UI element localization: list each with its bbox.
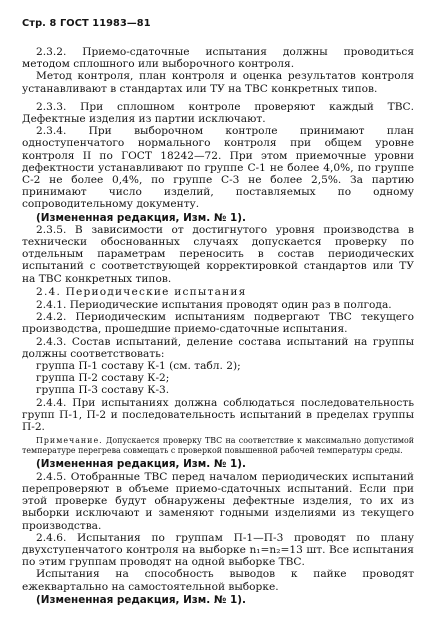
paragraph-2-4-4: 2.4.4. При испытаниях должна соблюдаться последовательность групп П-1, П-2 и последовательность испытаний в пределах группы П-2. bbox=[22, 396, 414, 434]
group-p2: группа П-2 составу К-2; bbox=[36, 372, 170, 385]
note bbox=[22, 436, 414, 455]
paragraph-2-4-6-soldering: Испытания на способность выводов к пайке проводят ежеквартально на самостоятельной выборке. bbox=[22, 568, 414, 593]
amendment-note-2: (Измененная редакция, Изм. № 1). bbox=[36, 458, 246, 471]
paragraph-2-4-5: 2.4.5. Отобранные ТВС перед началом периодических испытаний перепроверяют в объеме приемо-сдаточных испытаний. Если при этой проверке будут обнаружены дефектные изделия, то их из выборки исключают и заменяют годными изделиями из текущего производства. bbox=[22, 470, 414, 532]
paragraph-2-3-5: 2.3.5. В зависимости от достигнутого уровня производства в технически обоснованных случаях допускается проверку по отдельным параметрам переносить в состав периодических испытаний с соответствующей корректировкой стандартов или ТУ на ТВС конкретных типов. bbox=[22, 223, 414, 285]
paragraph-2-4-6: 2.4.6. Испытания по группам П-1—П-3 проводят по плану двухступенчатого контроля на выборке n₁=n₂=13 шт. Все испытания по этим группам проводят на одной выборке ТВС. bbox=[22, 531, 414, 569]
paragraph-2-4-2: 2.4.2. Периодическим испытаниям подвергают ТВС текущего производства, прошедшие приемо-сдаточные испытания. bbox=[22, 311, 414, 336]
paragraph-2-4-3: 2.4.3. Состав испытаний, деление состава испытаний на группы должны соответствовать: bbox=[22, 335, 414, 360]
paragraph-2-4-1: 2.4.1. Периодические испытания проводят один раз в полгода. bbox=[36, 299, 392, 312]
paragraph-2-3-4: 2.3.4. При выборочном контроле принимают план одноступенчатого нормального контроля при общем уровне контроля II по ГОСТ 18242—72. При этом приемочные уровни дефектности устанавливают по группе С-1 не более 4,0%, по группе С-2 не более 0,4%, по группе С-3 не более 2,5%. За партию принимают число изделий, поставляемых по одному сопроводительному документу. bbox=[22, 125, 414, 211]
paragraph-2-3-2: 2.3.2. Приемо-сдаточные испытания должны проводиться методом сплошного или выборочного контроля. bbox=[22, 46, 414, 71]
paragraph-2-3-3: 2.3.3. При сплошном контроле проверяют каждый ТВС. Дефектные изделия из партии исключают. bbox=[22, 100, 414, 126]
group-p3: группа П-3 составу К-3. bbox=[36, 384, 170, 397]
note-label: Примечание. bbox=[36, 436, 103, 446]
group-p1: группа П-1 составу К-1 (см. табл. 2); bbox=[36, 360, 241, 373]
note-text: Допускается проверку ТВС на соответствие к максимально допустимой температуре перегрева совмещать с проверкой повышенной рабочей температуры среды. bbox=[22, 436, 414, 455]
paragraph-2-3-2-method: Метод контроля, план контроля и оценка результатов контроля устанавливают в стандартах или ТУ на ТВС конкретных типов. bbox=[22, 70, 414, 95]
document-body bbox=[22, 46, 414, 606]
amendment-note-1: (Измененная редакция, Изм. № 1). bbox=[36, 211, 246, 224]
page-header: Стр. 8 ГОСТ 11983—81 bbox=[22, 18, 151, 29]
amendment-note-3: (Измененная редакция, Изм. № 1). bbox=[36, 593, 246, 606]
section-heading-2-4: 2.4. Периодические испытания bbox=[36, 285, 247, 298]
